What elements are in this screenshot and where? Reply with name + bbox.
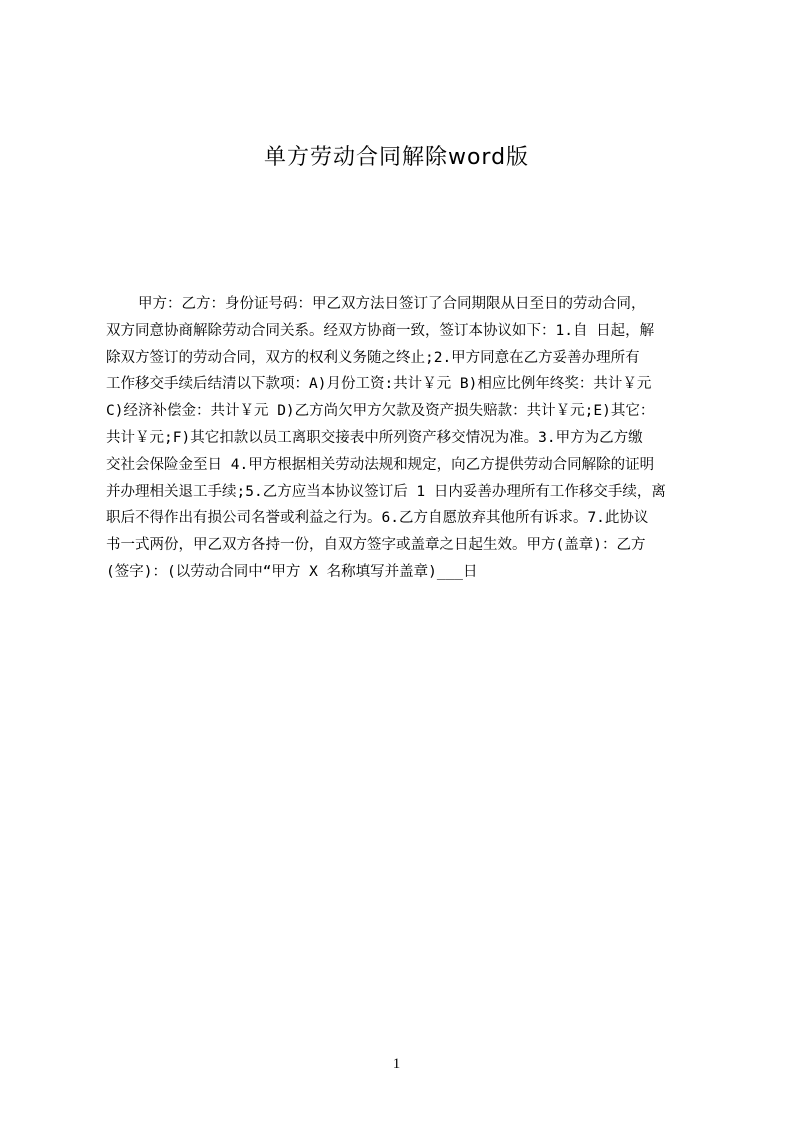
page-number: 1 — [392, 1056, 401, 1072]
body-line: 共计￥元;F)其它扣款以员工离职交接表中所列资产移交情况为准。3.甲方为乙方缴 — [106, 429, 643, 446]
body-line: C)经济补偿金：共计￥元 D)乙方尚欠甲方欠款及资产损失赔款：共计￥元;E)其它： — [106, 403, 655, 420]
body-line: 工作移交手续后结清以下款项：A)月份工资:共计￥元 B)相应比例年终奖：共计￥元 — [106, 376, 652, 393]
body-line: (签字)：(以劳动合同中“甲方 X 名称填写并盖章)___日 — [106, 563, 478, 580]
document-body — [106, 291, 793, 586]
body-line: 职后不得作出有损公司名誉或利益之行为。6.乙方自愿放弃其他所有诉求。7.此协议 — [106, 510, 649, 527]
body-line: 甲方：乙方：身份证号码：甲乙双方法日签订了合同期限从日至日的劳动合同， — [138, 296, 646, 312]
document-title: 单方劳动合同解除word版 — [263, 145, 530, 170]
body-line: 书一式两份，甲乙双方各持一份，自双方签字或盖章之日起生效。甲方(盖章)：乙方 — [106, 537, 646, 554]
body-line: 交社会保险金至日 4.甲方根据相关劳动法规和规定，向乙方提供劳动合同解除的证明 — [106, 456, 655, 473]
body-line: 双方同意协商解除劳动合同关系。经双方协商一致，签订本协议如下：1.自 日起，解 — [106, 322, 655, 339]
body-line: 除双方签订的劳动合同，双方的权利义务随之终止;2.甲方同意在乙方妥善办理所有 — [106, 349, 640, 366]
body-line: 并办理相关退工手续;5.乙方应当本协议签订后 1 日内妥善办理所有工作移交手续，离 — [106, 483, 666, 500]
